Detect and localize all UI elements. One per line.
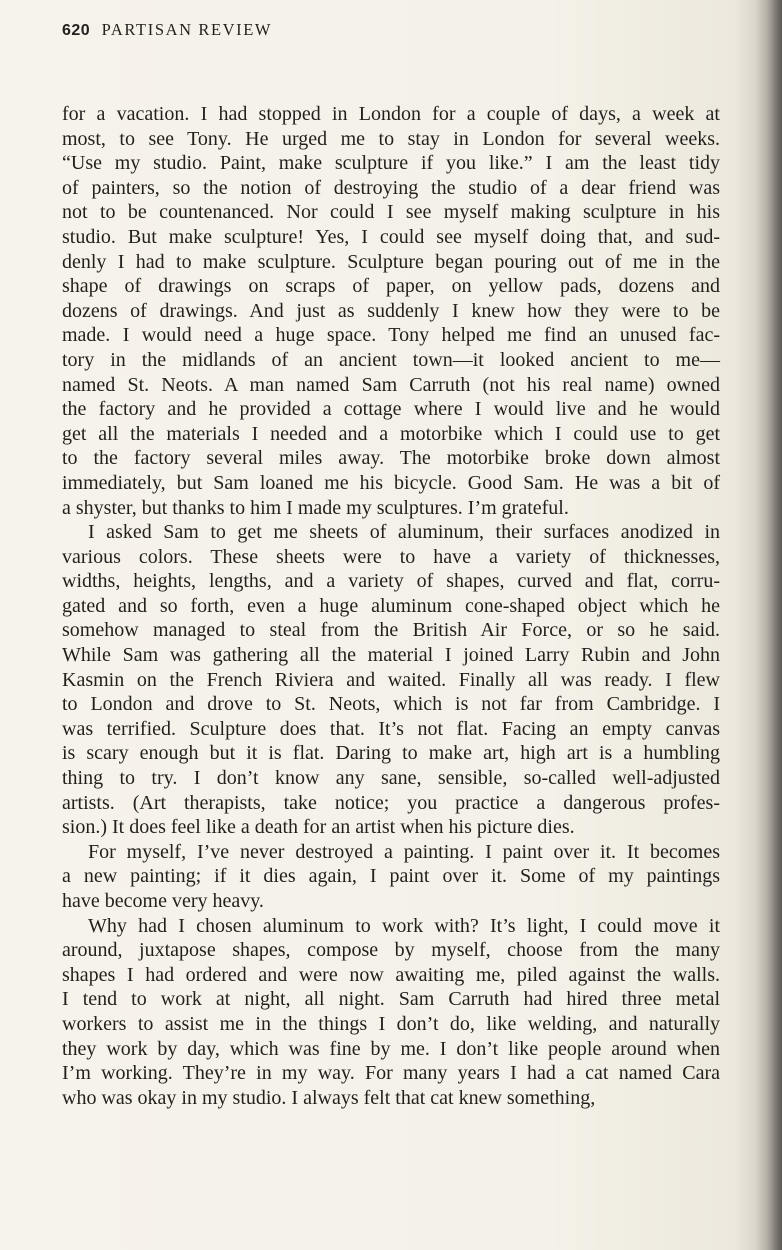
text-line: denly I had to make sculpture. Sculpture began pouring out of me in the (62, 250, 720, 273)
text-line: While Sam was gathering all the material I joined Larry Rubin and John (62, 644, 720, 667)
text-line: widths, heights, lengths, and a variety of shapes, curved and flat, corru- (62, 570, 720, 593)
text-line: I’m working. They’re in my way. For many years I had a cat named Cara (62, 1062, 720, 1085)
text-line: shape of drawings on scraps of paper, on yellow pads, dozens and (62, 275, 720, 298)
text-line: workers to assist me in the things I don’t do, like welding, and naturally (62, 1012, 720, 1035)
text-line: I tend to work at night, all night. Sam Carruth had hired three metal (62, 988, 720, 1011)
text-line: to London and drove to St. Neots, which is not far from Cambridge. I (62, 693, 720, 716)
text-line: a shyster, but thanks to him I made my sculptures. I’m grateful. (62, 496, 569, 519)
text-line: For myself, I’ve never destroyed a painting. I paint over it. It becomes (88, 840, 720, 863)
text-line: was terrified. Sculpture does that. It’s not flat. Facing an empty canvas (62, 717, 720, 740)
text-line: around, juxtapose shapes, compose by myself, choose from the many (62, 939, 720, 962)
text-line: a new painting; if it dies again, I paint over it. Some of my paintings (62, 865, 720, 888)
text-line: Why had I chosen aluminum to work with? It’s light, I could move it (88, 914, 720, 937)
body-text (62, 102, 720, 1110)
text-line: have become very heavy. (62, 890, 264, 912)
text-line: most, to see Tony. He urged me to stay in London for several weeks. (62, 127, 720, 150)
text-line: is scary enough but it is flat. Daring to make art, high art is a humbling (62, 742, 720, 765)
text-line: various colors. These sheets were to have a variety of thicknesses, (62, 545, 720, 568)
paragraph (62, 914, 720, 1111)
text-line: “Use my studio. Paint, make sculpture if you like.” I am the least tidy (62, 152, 720, 175)
text-line: not to be countenanced. Nor could I see myself making sculpture in his (62, 201, 720, 224)
running-head (62, 20, 272, 40)
text-line: for a vacation. I had stopped in London for a couple of days, a week at (62, 103, 720, 125)
text-line: the factory and he provided a cottage where I would live and he would (62, 398, 720, 421)
page-edge-shadow (756, 0, 782, 1250)
text-line: sion.) It does feel like a death for an artist when his picture dies. (62, 816, 575, 839)
text-line: named St. Neots. A man named Sam Carruth (not his real name) owned (62, 373, 720, 396)
text-line: thing to try. I don’t know any sane, sensible, so-called well-adjusted (62, 767, 720, 790)
text-line: who was okay in my studio. I always felt that cat knew something, (62, 1086, 596, 1109)
text-line: made. I would need a huge space. Tony helped me find an unused fac- (62, 324, 720, 347)
journal-title: PARTISAN REVIEW (101, 20, 273, 39)
paragraph (62, 520, 720, 840)
text-line: dozens of drawings. And just as suddenly I knew how they were to be (62, 299, 720, 322)
text-line: gated and so forth, even a huge aluminum cone-shaped object which he (62, 594, 720, 617)
text-line: they work by day, which was fine by me. I don’t like people around when (62, 1037, 720, 1060)
text-line: tory in the midlands of an ancient town—it looked ancient to me— (62, 348, 720, 371)
paragraph (62, 840, 720, 914)
paragraph (62, 102, 720, 520)
text-line: artists. (Art therapists, take notice; you practice a dangerous profes- (62, 791, 720, 814)
text-line: somehow managed to steal from the British Air Force, or so he said. (62, 619, 720, 642)
text-line: to the factory several miles away. The motorbike broke down almost (62, 447, 720, 470)
text-line: immediately, but Sam loaned me his bicycle. Good Sam. He was a bit of (62, 471, 720, 494)
text-line: shapes I had ordered and were now awaiting me, piled against the walls. (62, 963, 720, 986)
text-line: of painters, so the notion of destroying the studio of a dear friend was (62, 176, 720, 199)
text-line: I asked Sam to get me sheets of aluminum, their surfaces anodized in (88, 521, 720, 544)
page-number: 620 (62, 22, 91, 39)
text-line: get all the materials I needed and a motorbike which I could use to get (62, 422, 720, 445)
text-line: studio. But make sculpture! Yes, I could see myself doing that, and sud- (62, 225, 720, 248)
text-line: Kasmin on the French Riviera and waited. Finally all was ready. I flew (62, 668, 720, 691)
